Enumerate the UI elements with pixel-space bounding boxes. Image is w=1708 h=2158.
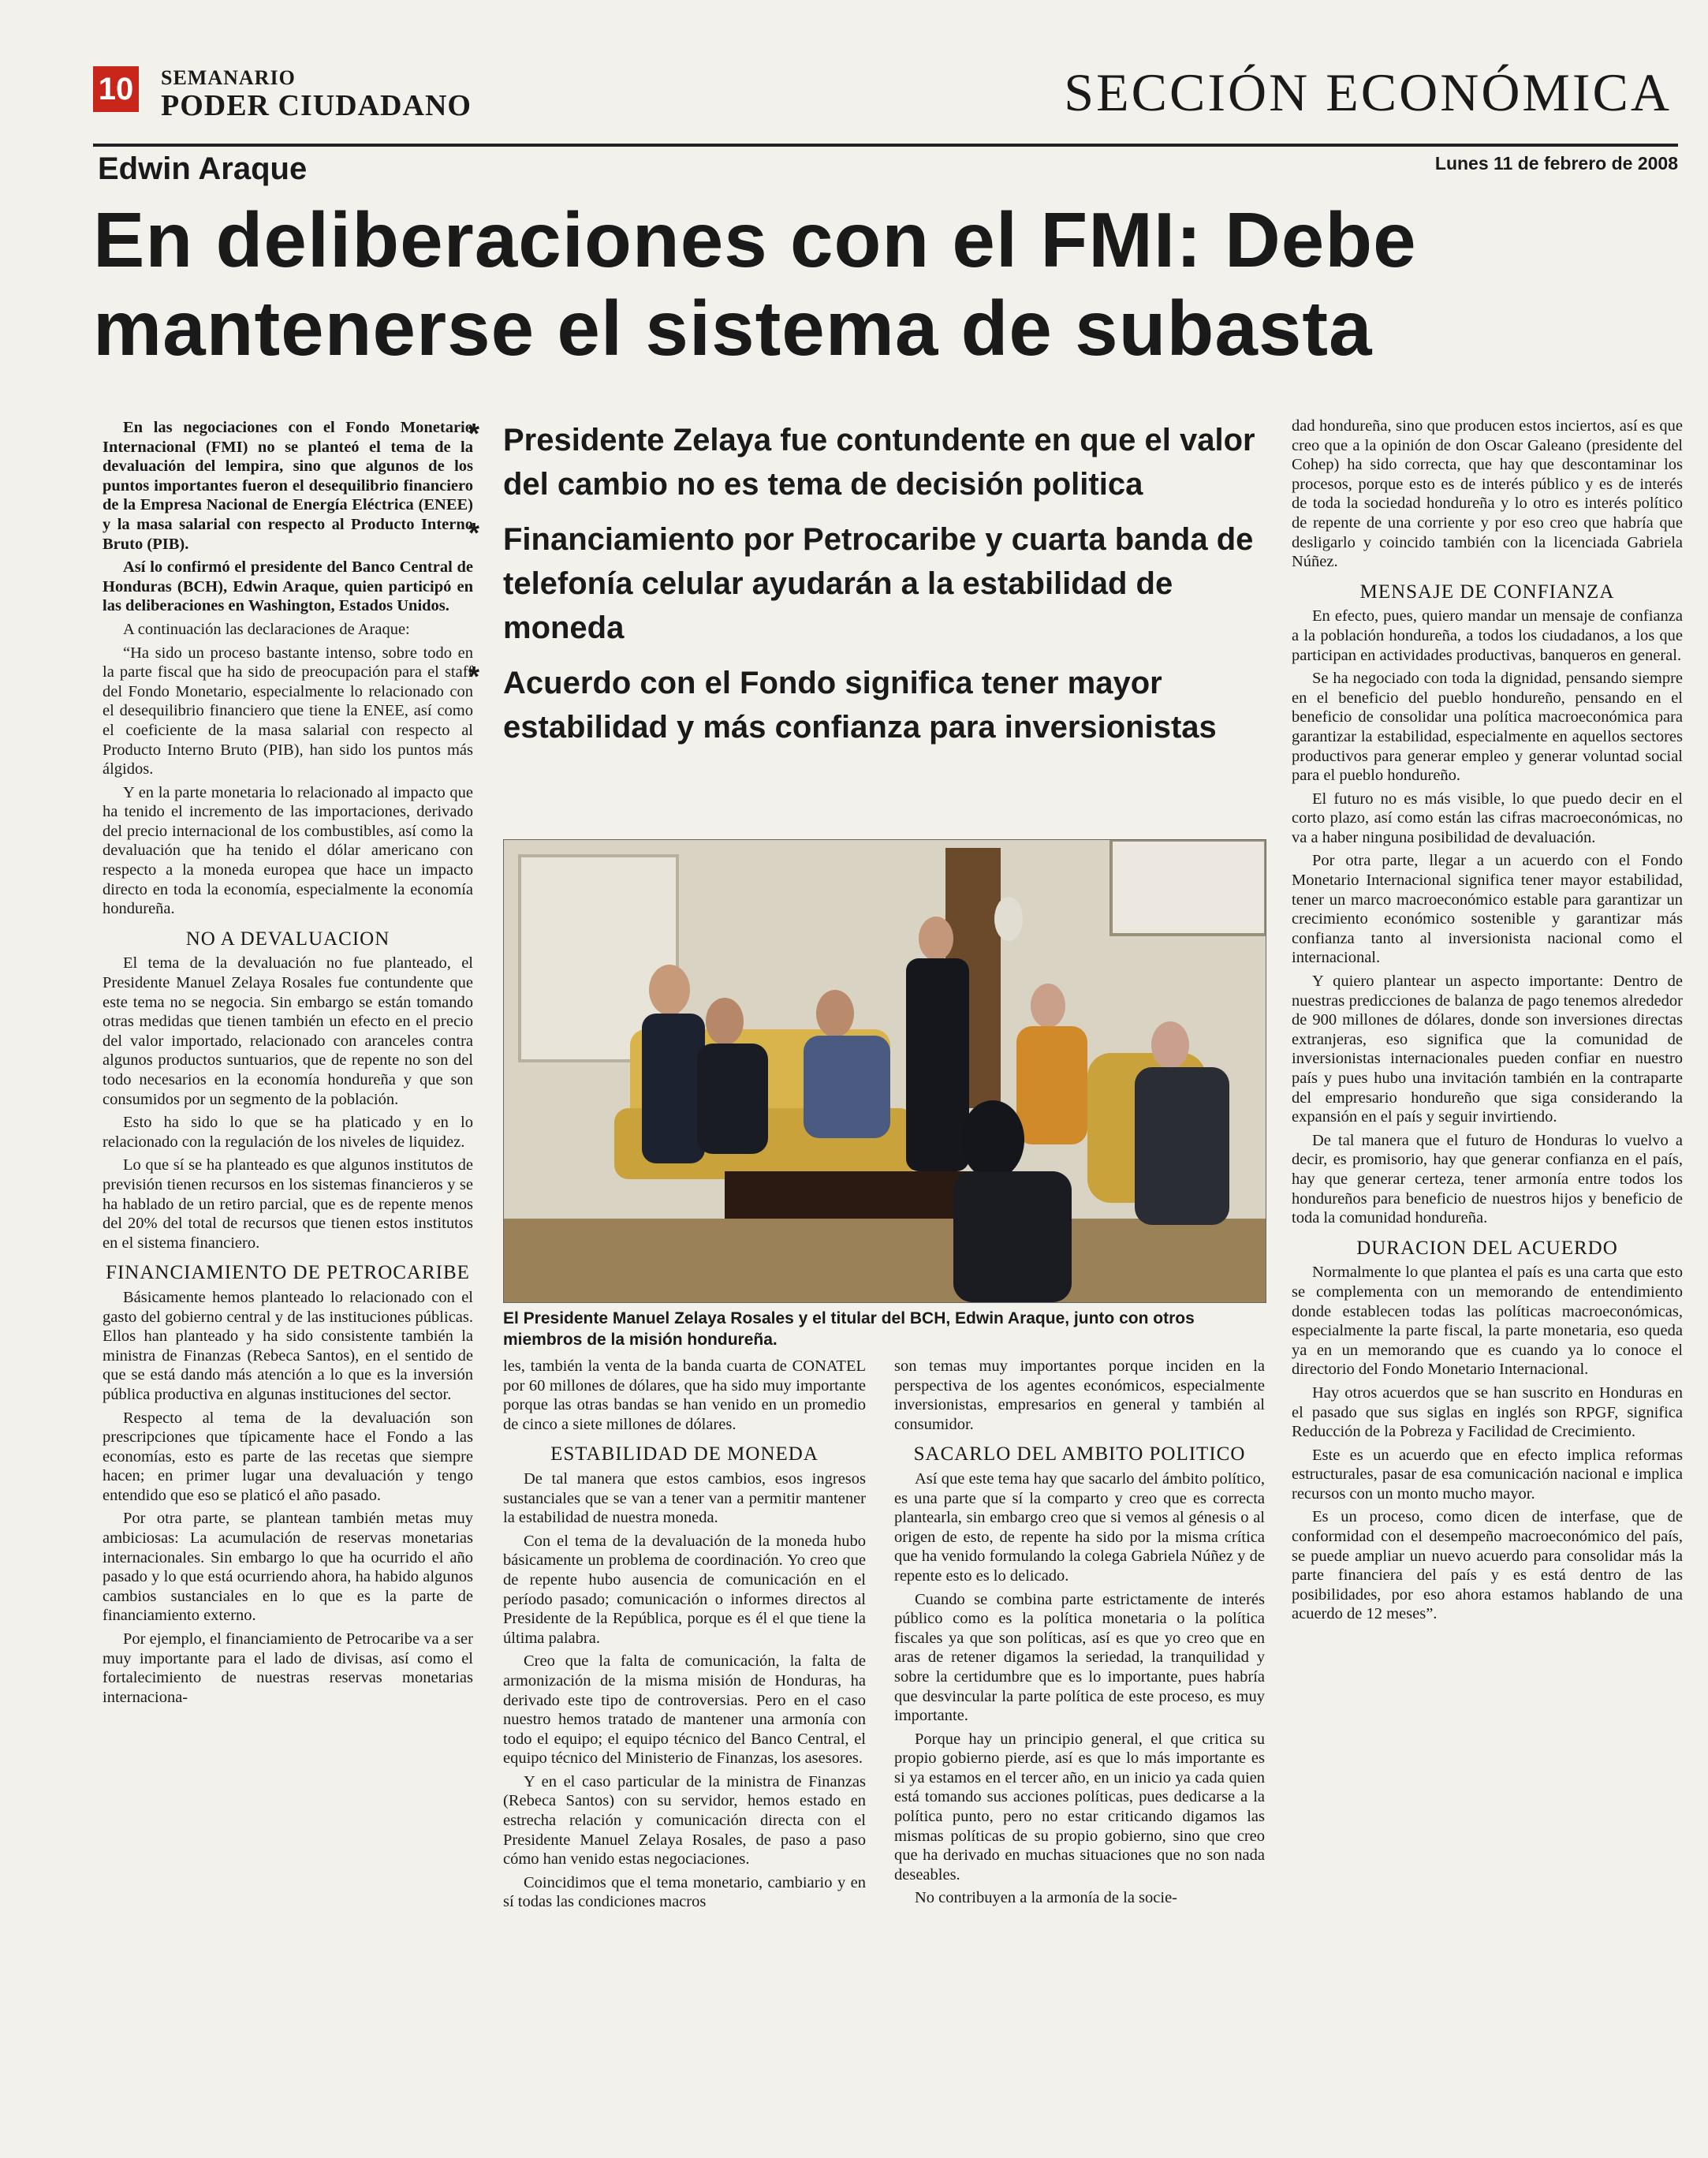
paragraph: Porque hay un principio general, el que critica su propio gobierno pierde, así es que lo más importante es si ya estamos en el tercer año, en un inicio ya cada quien está tomando sus acciones políticas, pues dedicarse a la política punto, pero no estar criticando digamos las mismas políticas de su propio gobierno, sino que creo que ha derivado en muchas situaciones que no son nada deseables.	[894, 1730, 1265, 1884]
paragraph: Coincidimos que el tema monetario, cambiario y en sí todas las condiciones macros	[503, 1873, 866, 1911]
publication-name: PODER CIUDADANO	[161, 89, 472, 122]
paragraph: Es un proceso, como dicen de interfase, que de conformidad con el desempeño macroeconómico del país, se puede ampliar un nuevo acuerdo para consolidar más la parte financiera del país y es está dentro de las posibilidades, por eso ahora estamos hablando de una acuerdo de 12 meses”.	[1292, 1508, 1683, 1623]
paragraph: Así que este tema hay que sacarlo del ámbito político, es una parte que sí la comparto y creo que es correcta plantearla, sin embargo creo que si vemos al génesis o al origen de esto, de repente ha sido por la misma crítica que ha venido formulando la colega Gabriela Núñez y de repente esto es lo delicado.	[894, 1469, 1265, 1585]
highlight-text: Presidente Zelaya fue contundente en que el valor del cambio no es tema de decisión politica	[503, 423, 1255, 502]
paragraph: Lo que sí se ha planteado es que algunos institutos de previsión tienen recursos en los sistemas financieros y se ha hablado de un retiro parcial, que es de repente menos del 20% del total de recursos que tienen estos institutos en el sistema financiero.	[103, 1156, 473, 1252]
paragraph: De tal manera que estos cambios, esos ingresos sustanciales que se van a tener van a permitir mantener la estabilidad de nuestra moneda.	[503, 1469, 866, 1527]
article-column-1	[103, 418, 473, 1711]
asterisk-icon: *	[468, 517, 480, 549]
highlight-text: Acuerdo con el Fondo significa tener mayor estabilidad y más confianza para inversionistas	[503, 666, 1217, 745]
paragraph: No contribuyen a la armonía de la socie-	[915, 1889, 1177, 1907]
paragraph: El futuro no es más visible, lo que puedo decir en el corto plazo, así como están las cifras macroeconómicas, no va a haber ninguna posibilidad de devaluación.	[1292, 790, 1683, 846]
paragraph: dad hondureña, sino que producen estos inciertos, así es que creo que a la opinión de don Oscar Galeano (presidente del Cohep) ha sido correcta, que hay que descontaminar los procesos, porque esto es de interés público y es de interés de toda la sociedad hondureña y lo otro es interés político de repente de una corriente y por eso creo que habría que desligarlo y coincido también con la licenciada Gabriela Núñez.	[1292, 417, 1683, 571]
paragraph: Con el tema de la devaluación de la moneda hubo básicamente un problema de coordinación. Yo creo que de repente hubo ausencia de comunicación en el período pasado; comunicación o informes directos al Presidente de la República, porque es él el que tiene la última palabra.	[503, 1532, 866, 1647]
photo-caption: El Presidente Manuel Zelaya Rosales y el titular del BCH, Edwin Araque, junto con otros miembros de la misión hondureña.	[503, 1309, 1195, 1349]
paragraph: De tal manera que el futuro de Honduras lo vuelvo a decir, es promisorio, hay que generar confianza en el país, hay que generar certeza, tener armonía entre todos los hondureños para beneficio de nuestros hijos y beneficio de toda la comunidad hondureña.	[1292, 1131, 1683, 1227]
subheading: ESTABILIDAD DE MONEDA	[550, 1443, 819, 1465]
paragraph: Esto ha sido lo que se ha platicado y en lo relacionado con la regulación de los niveles de liquidez.	[103, 1114, 473, 1151]
highlight-text: Financiamiento por Petrocaribe y cuarta banda de telefonía celular ayudarán a la estabilidad de moneda	[503, 522, 1254, 645]
headline: En deliberaciones con el FMI: Debe mantenerse el sistema de subasta	[93, 196, 1417, 371]
paragraph: Se ha negociado con toda la dignidad, pensando siempre en el beneficio del pueblo hondureño, pensando en el beneficio de consolidar una política macroeconómica para garantizar la estabilidad, especialmente en aquellos sectores productivos para generar empleo y generar voluntad social para el pueblo hondureño.	[1292, 670, 1683, 785]
publication-top: SEMANARIO	[161, 66, 296, 89]
paragraph: les, también la venta de la banda cuarta de CONATEL por 60 millones de dólares, que ha sido muy importante porque las otras bandas se han venido en un promedio de cinco a siete millones de dólares.	[503, 1357, 866, 1433]
article-column-3	[894, 1357, 1265, 1912]
paragraph: Hay otros acuerdos que se han suscrito en Honduras en el pasado que sus siglas en inglés son RPGF, significa Reducción de la Pobreza y Facilidad de Crecimiento.	[1292, 1383, 1683, 1441]
paragraph: Básicamente hemos planteado lo relacionado con el gasto del gobierno central y de las instituciones públicas. Ellos han planteado y ha sido consistente también la ministra de Finanzas (Rebeca Santos), en el sentido de que se está dando más atención a lo que es la inversión pública productiva en algunas instituciones del sector.	[103, 1288, 473, 1403]
subheading: MENSAJE DE CONFIANZA	[1359, 581, 1615, 603]
paragraph: Creo que la falta de comunicación, la falta de armonización de la misma misión de Honduras, ha derivado este tipo de controversias. Pero en el caso nuestro hemos tratado de mantener una armonía con todo el equipo; el equipo técnico del Banco Central, el equipo técnico del Ministerio de Finanzas, los asesores.	[503, 1652, 866, 1768]
paragraph: Y quiero plantear un aspecto importante: Dentro de nuestras predicciones de balanza de pago tenemos alrededor de 900 millones de dólares, donde son inversiones directas extranjeras, eso significa que la comunidad de inversionistas internacionales pueden confiar en nuestro país y pues hubo una invitación también en la contraparte del empresario hondureño que siga considerando la expansión en el país y seguir invirtiendo.	[1292, 973, 1683, 1126]
paragraph: Por otra parte, llegar a un acuerdo con el Fondo Monetario Internacional significa tener mayor estabilidad, tener un marco macroeconómico estable para garantizar un crecimiento económico sostenible y garantizar más confianza tanto al inversionista nacional como el internacional.	[1292, 852, 1683, 967]
section-title: SECCIÓN ECONÓMICA	[1064, 62, 1672, 122]
paragraph: En las negociaciones con el Fondo Monetario Internacional (FMI) no se planteó el tema de la devaluación del lempira, sino que algunos de los puntos importantes fueron el desequilibrio financiero de la Empresa Nacional de Energía Eléctrica (ENEE) y la masa salarial con respecto al Producto Interno Bruto (PIB).	[103, 419, 473, 553]
issue-date: Lunes 11 de febrero de 2008	[1434, 153, 1678, 174]
paragraph: Normalmente lo que plantea el país es una carta que esto se complementa con un memorando de entendimiento donde establecen todas las políticas macroeconómicas, especialmente la parte fiscal, la parte monetaria, eso queda ya en un memorando que es cuando ya lo conoce el directorio del Fondo Monetario Internacional.	[1292, 1264, 1683, 1379]
highlight-item	[468, 418, 1288, 506]
paragraph: A continuación las declaraciones de Araque:	[123, 620, 410, 638]
subheading: DURACION DEL ACUERDO	[1356, 1237, 1618, 1259]
asterisk-icon: *	[468, 417, 480, 450]
paragraph: Y en la parte monetaria lo relacionado al impacto que ha tenido el incremento de las importaciones, derivado del precio internacional de los combustibles, así como la devaluación que ha tenido el dólar americano con respecto a la moneda europea que hace un impacto directo en toda la economía, especialmente la economía hondureña.	[103, 783, 473, 918]
asterisk-icon: *	[468, 660, 480, 693]
meeting-photo	[503, 839, 1266, 1303]
subheading: NO A DEVALUACION	[185, 928, 390, 950]
highlight-item	[468, 517, 1288, 650]
photo-illustration	[504, 840, 1266, 1302]
subheading: SACARLO DEL AMBITO POLITICO	[913, 1443, 1246, 1465]
byline: Edwin Araque	[98, 151, 308, 186]
paragraph: En efecto, pues, quiero mandar un mensaje de confianza a la población hondureña, a todos los ciudadanos, a los que participan en actividades productivas, banqueros en general.	[1292, 607, 1683, 664]
paragraph: Así lo confirmó el presidente del Banco Central de Honduras (BCH), Edwin Araque, quien participó en las deliberaciones en Washington, Estados Unidos.	[103, 558, 473, 615]
subheading: FINANCIAMIENTO DE PETROCARIBE	[106, 1262, 470, 1284]
paragraph: Este es un acuerdo que en efecto implica reformas estructurales, pasar de esa comunicación nacional e implica recursos con un monto mucho mayor.	[1292, 1446, 1683, 1503]
paragraph: son temas muy importantes porque inciden en la perspectiva de los agentes económicos, especialmente inversionistas, empresarios en general y también al consumidor.	[894, 1357, 1265, 1433]
page-number: 10	[93, 66, 139, 112]
paragraph: “Ha sido un proceso bastante intenso, sobre todo en la parte fiscal que ha sido de preocupación para el staff del Fondo Monetario, especialmente lo relacionado con el desequilibrio financiero que tiene la ENEE, así como el coeficiente de la masa salarial con respecto al Producto Interno Bruto (PIB), han sido los puntos más álgidos.	[103, 644, 473, 778]
article-column-2	[503, 1357, 866, 1916]
paragraph: Cuando se combina parte estrictamente de interés público como es la política monetaria o la política fiscales ya que son políticas, así es que yo creo que en aras de retener digamos la seriedad, la tranquilidad y sobre la certidumbre que es lo importante, pues habría que desvincular la parte política de este proceso, es muy importante.	[894, 1590, 1265, 1725]
paragraph: Por otra parte, se plantean también metas muy ambiciosas: La acumulación de reservas monetarias internacionales. Sin embargo lo que ha ocurrido el año pasado y lo que está ocurriendo ahora, ha habido algunos cambios sustanciales en lo que es la parte de financiamiento externo.	[103, 1510, 473, 1625]
paragraph: El tema de la devaluación no fue planteado, el Presidente Manuel Zelaya Rosales fue contundente que este tema no se negocia. Sin embargo se están tomando otras medidas que tienen también un efecto en el precio del valor importado, relacionado con aranceles contra algunos productos suntuarios, que de repente no son del todo necesarios en la economía hondureña y que son consumidos por un segmento de la población.	[103, 954, 473, 1108]
highlights	[468, 418, 1288, 760]
paragraph: Respecto al tema de la devaluación son prescripciones que típicamente hace el Fondo a las economías, esto es parte de las recetas que siempre hacen; en primer lugar una devaluación y tengo entendido que eso se platicó el año pasado.	[103, 1409, 473, 1504]
article-column-4	[1292, 416, 1683, 1628]
paragraph: Por ejemplo, el financiamiento de Petrocaribe va a ser muy importante para el lado de divisas, así como el fortalecimiento de nuestras reservas monetarias internaciona-	[103, 1630, 473, 1706]
highlight-item	[468, 661, 1288, 749]
paragraph: Y en el caso particular de la ministra de Finanzas (Rebeca Santos) con su servidor, hemos estado en estrecha relación y comunicación directa con el Presidente Manuel Zelaya Rosales, de paso a paso cómo han venido estas negociaciones.	[503, 1772, 866, 1869]
